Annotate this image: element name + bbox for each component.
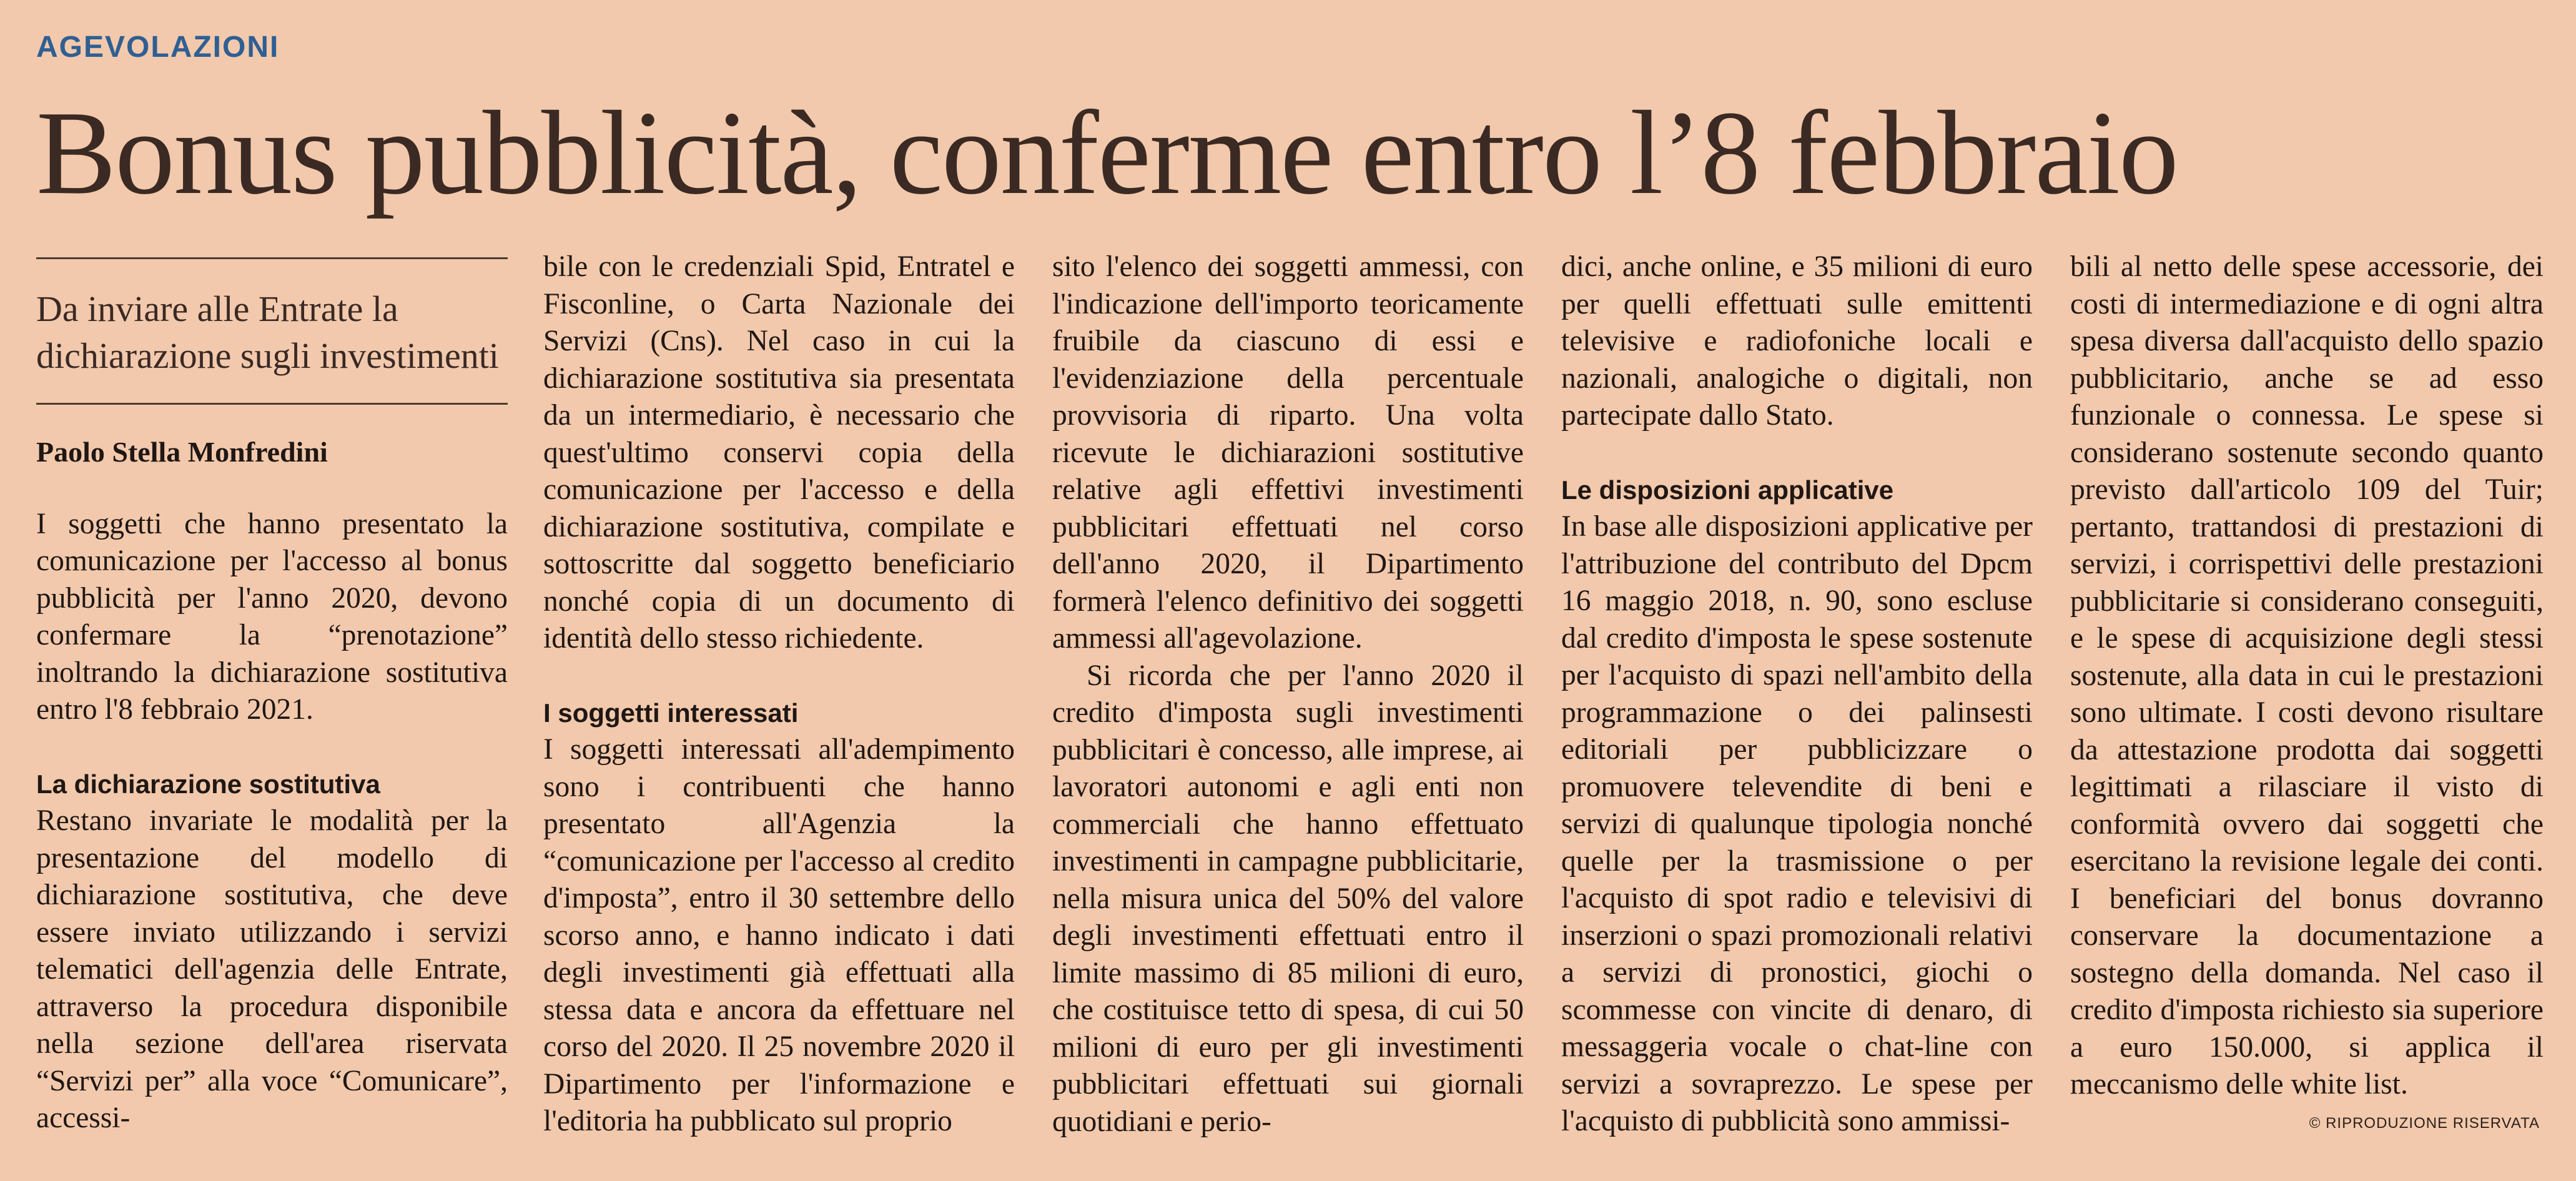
intro-paragraph: I soggetti che hanno presentato la comunicazione per l'accesso al bonus pubblicità per l'anno 2020, devono confermare la “prenotazione” inoltrando la dichiarazione sostitutiva entro l'8 febbraio 2021. [36,507,508,726]
body-paragraph: sito l'elenco dei soggetti ammessi, con l'indicazione dell'importo teoricamente fruibile da ciascuno di essi e l'evidenziazione della percentuale provvisoria di riparto. Una volta ricevute le dichiarazioni sostitutive relative agli effettivi investimenti pubblicitari effettuati nel corso dell'anno 2020, il Dipartimento formerà l'elenco definitivo dei soggetti ammessi all'agevolazione. [1052,250,1524,655]
column-1 [36,249,508,1148]
subhead-dichiarazione: La dichiarazione sostitutiva [36,769,380,799]
subhead-disposizioni: Le disposizioni applicative [1561,475,1894,505]
body-paragraph: In base alle disposizioni applicative per l'attribuzione del contributo del Dpcm 16 maggio 2018, n. 90, sono escluse dal credito d'imposta le spese sostenute per l'acquisto di spazi nell'ambito della programmazione o dei palinsesti editoriali per pubblicizzare o promuovere televendite di beni e servizi di qualunque tipologia nonché quelle per la trasmissione o per l'acquisto di spot radio e televisivi di inserzioni o spazi promozionali relativi a servizi di pronostici, giochi o scommesse con vincite di denaro, di messaggeria vocale o chat-line con servizi a sovraprezzo. Le spese per l'acquisto di pubblicità sono ammissi- [1561,510,2033,1137]
subhead-soggetti: I soggetti interessati [543,698,799,728]
body-paragraph: bili al netto delle spese accessorie, dei costi di intermediazione e di ogni altra spesa diversa dall'acquisto dello spazio pubblicitario, anche se ad esso funzionale o connessa. Le spese si considerano sostenute secondo quanto previsto dall'articolo 109 del Tuir; pertanto, trattandosi di prestazioni di servizi, i corrispettivi delle prestazioni pubblicitarie si considerano conseguiti, e le spese di acquisizione degli stessi sostenute, alla data in cui le prestazioni sono ultimate. I costi devono risultare da attestazione prodotta dai soggetti legittimati a rilasciare il visto di conformità ovvero dai soggetti che esercitano la revisione legale dei conti. I beneficiari del bonus dovranno conservare la documentazione a sostegno della domanda. Nel caso il credito d'imposta richiesto sia superiore a euro 150.000, si applica il meccanismo delle white list. [2070,250,2544,1100]
copyright-notice: © RIPRODUZIONE RISERVATA [2309,1115,2540,1132]
column-2 [543,249,1015,1148]
column-4 [1561,249,2033,1148]
article-headline: Bonus pubblicità, conferme entro l’8 febbraio [36,86,2178,219]
summary-top-rule [36,257,508,259]
body-paragraph: dici, anche online, e 35 milioni di euro per quelli effettuati sulle emittenti televisive e radiofoniche locali e nazionali, analogiche o digitali, non partecipate dallo Stato. [1561,250,2033,432]
body-paragraph: I soggetti interessati all'adempimento sono i contribuenti che hanno presentato all'Agenzia la “comunicazione per l'accesso al credito d'imposta”, entro il 30 settembre dello scorso anno, e hanno indicato i dati degli investimenti già effettuati alla stessa data e ancora da effettuare nel corso del 2020. Il 25 novembre 2020 il Dipartimento per l'informazione e l'editoria ha pubblicato sul proprio [543,733,1015,1137]
body-paragraph: Si ricorda che per l'anno 2020 il credito d'imposta sugli investimenti pubblicitari è concesso, alle imprese, ai lavoratori autonomi e agli enti non commerciali che hanno effettuato investimenti in campagne pubblicitarie, nella misura unica del 50% del valore degli investimenti effettuati entro il limite massimo di 85 milioni di euro, che costituisce tetto di spesa, di cui 50 milioni di euro per gli investimenti pubblicitari effettuati sui giornali quotidiani e perio- [1052,659,1524,1138]
author-byline: Paolo Stella Monfredini [36,436,328,468]
body-paragraph: Restano invariate le modalità per la presentazione del modello di dichiarazione sostitutiva, che deve essere inviato utilizzando i servizi telematici dell'agenzia delle Entrate, attraverso la procedura disponibile nella sezione dell'area riservata “Servizi per” alla voce “Comunicare”, accessi- [36,804,508,1134]
column-5 [2070,249,2544,1148]
summary-bottom-rule [36,403,508,405]
body-paragraph: bile con le credenziali Spid, Entratel e Fisconline, o Carta Nazionale dei Servizi (Cns). Nel caso in cui la dichiarazione sostitutiva sia presentata da un intermediario, è necessario che quest'ultimo conservi copia della comunicazione per l'accesso e della dichiarazione sostitutiva, compilate e sottoscritte dal soggetto beneficiario nonché copia di un documento di identità dello stesso richiedente. [543,250,1015,655]
section-kicker: AGEVOLAZIONI [36,31,280,64]
article-summary: Da inviare alle Entrate la dichiarazione sugli investimenti [36,289,499,376]
column-3 [1052,249,1524,1148]
